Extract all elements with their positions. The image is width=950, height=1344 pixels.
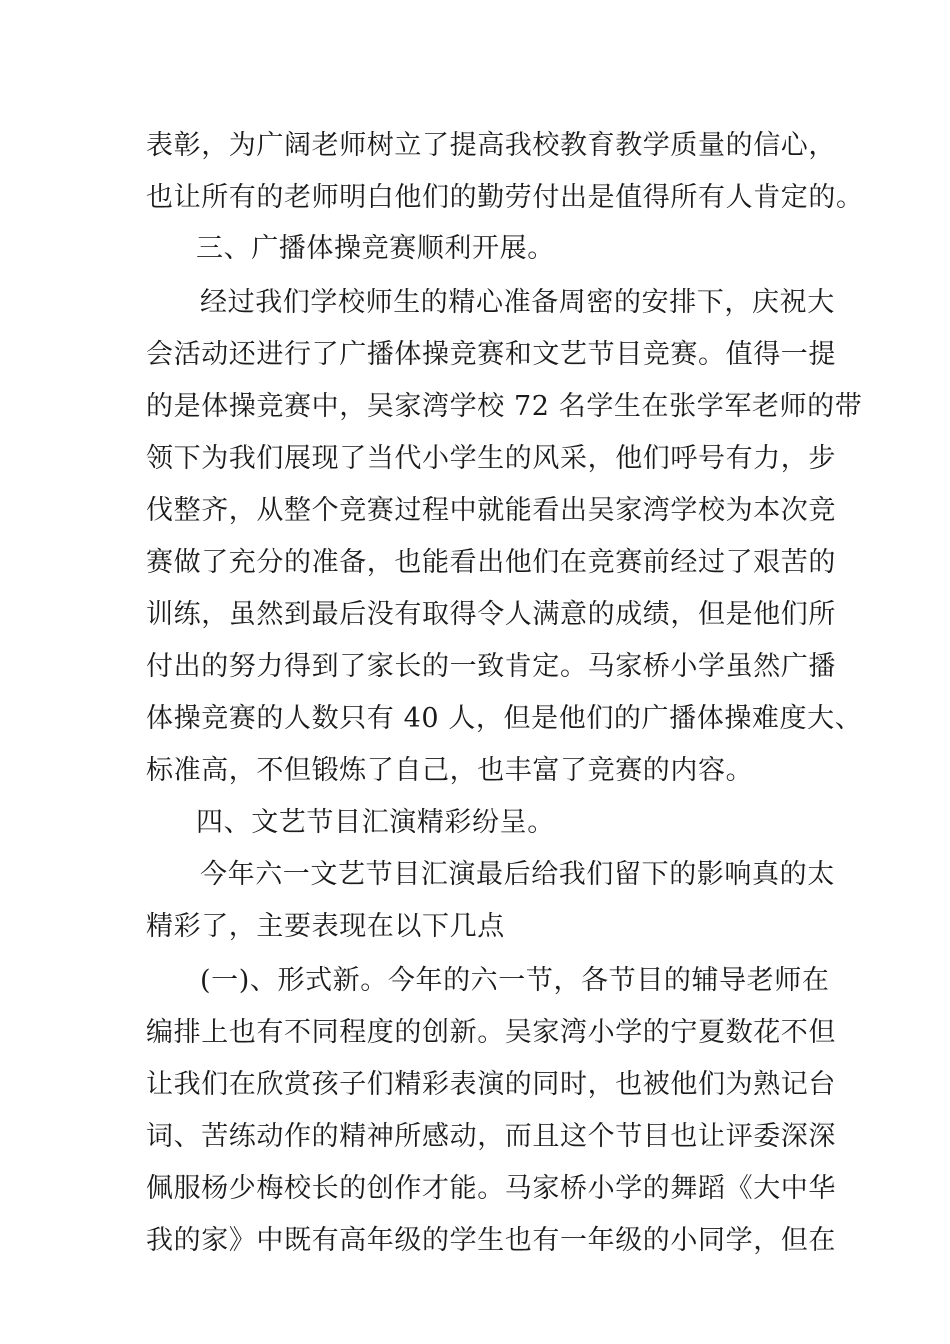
paragraph-line: 训练，虽然到最后没有取得令人满意的成绩，但是他们所 bbox=[146, 599, 836, 630]
paragraph-line: 编排上也有不同程度的创新。吴家湾小学的宁夏数花不但 bbox=[146, 1017, 836, 1048]
paragraph-line: 赛做了充分的准备，也能看出他们在竞赛前经过了艰苦的 bbox=[146, 547, 836, 578]
paragraph-line: 我的家》中既有高年级的学生也有一年级的小同学，但在 bbox=[146, 1225, 836, 1256]
paragraph-line: 会活动还进行了广播体操竞赛和文艺节目竞赛。值得一提 bbox=[146, 339, 836, 370]
paragraph-line: 词、苦练动作的精神所感动，而且这个节目也让评委深深 bbox=[146, 1121, 836, 1152]
paragraph-line: 今年六一文艺节目汇演最后给我们留下的影响真的太 bbox=[200, 859, 835, 890]
paragraph-line: 体操竞赛的人数只有 40 人，但是他们的广播体操难度大、 bbox=[146, 703, 863, 734]
paragraph-line: 让我们在欣赏孩子们精彩表演的同时，也被他们为熟记台 bbox=[146, 1069, 836, 1100]
paragraph-line: 领下为我们展现了当代小学生的风采，他们呼号有力，步 bbox=[146, 443, 836, 474]
paragraph-line: 佩服杨少梅校长的创作才能。马家桥小学的舞蹈《大中华 bbox=[146, 1173, 836, 1204]
section-heading: 三、广播体操竞赛顺利开展。 bbox=[196, 233, 555, 264]
paragraph-line: 的是体操竞赛中，吴家湾学校 72 名学生在张学军老师的带 bbox=[146, 391, 863, 422]
paragraph-line: 也让所有的老师明白他们的勤劳付出是值得所有人肯定的。 bbox=[146, 182, 864, 213]
paragraph-line: (一)、形式新。今年的六一节，各节目的辅导老师在 bbox=[200, 965, 830, 996]
paragraph-line: 付出的努力得到了家长的一致肯定。马家桥小学虽然广播 bbox=[146, 651, 836, 682]
paragraph-line: 表彰，为广阔老师树立了提高我校教育教学质量的信心， bbox=[146, 130, 836, 161]
paragraph-line: 经过我们学校师生的精心准备周密的安排下，庆祝大 bbox=[200, 287, 835, 318]
paragraph-line: 精彩了，主要表现在以下几点 bbox=[146, 911, 505, 942]
paragraph-line: 伐整齐，从整个竞赛过程中就能看出吴家湾学校为本次竞 bbox=[146, 495, 836, 526]
paragraph-line: 标准高，不但锻炼了自己，也丰富了竞赛的内容。 bbox=[146, 755, 754, 786]
section-heading: 四、文艺节目汇演精彩纷呈。 bbox=[196, 807, 555, 838]
